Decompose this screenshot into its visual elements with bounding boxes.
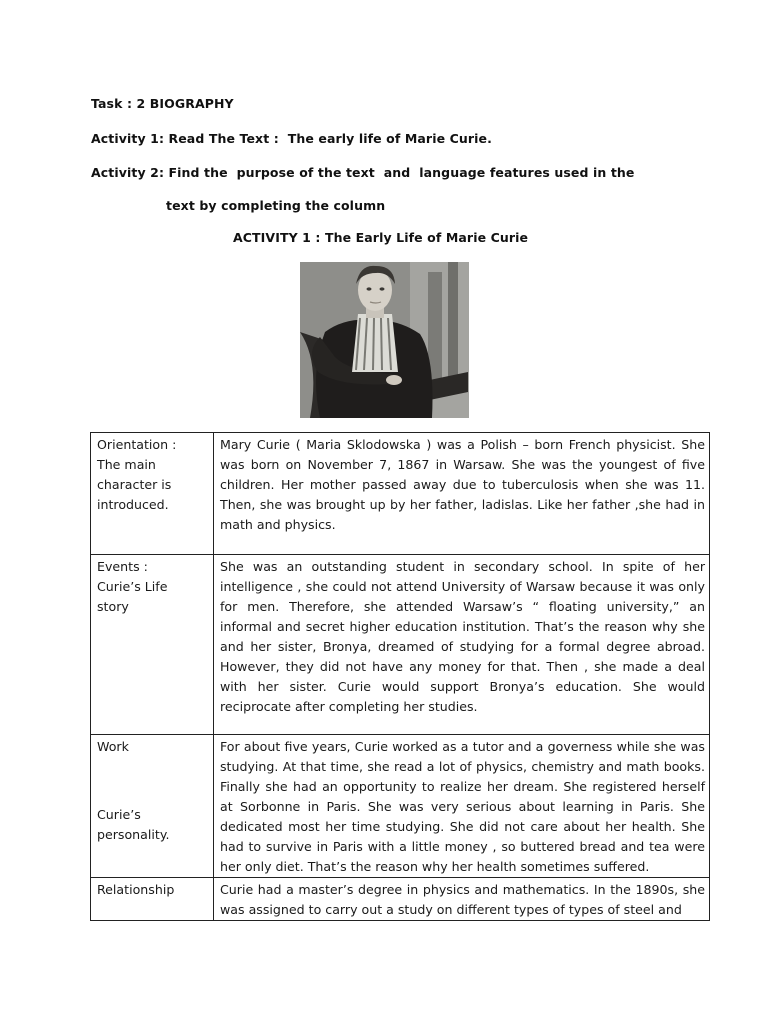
table-row	[91, 735, 710, 878]
row-label-relationship: Relationship	[91, 878, 214, 921]
table-row	[91, 433, 710, 555]
biography-table	[90, 432, 710, 921]
row-label-events: Events : Curie’s Life story	[91, 555, 214, 735]
activity-1-instruction: Activity 1: Read The Text : The early life of Marie Curie.	[91, 131, 492, 146]
row-text-work: For about five years, Curie worked as a tutor and a governess while she was studying. At that time, she read a lot of physics, chemistry and math books. Finally she had an opportunity to realize her dream. She registered herself at Sorbonne in Paris. She was very serious about learning in Paris. She dedicated most her time studying. She did not care about her health. She had to survive in Paris with a little money , so buttered bread and tea were her only diet. That’s the reason why her health sometimes suffered.	[214, 735, 710, 878]
marie-curie-photo	[300, 262, 469, 418]
row-label-work: Work Curie’s personality.	[91, 735, 214, 878]
row-label-orientation: Orientation : The main character is introduced.	[91, 433, 214, 555]
row-text-events: She was an outstanding student in secondary school. In spite of her intelligence , she could not attend University of Warsaw because it was only for men. Therefore, she attended Warsaw’s “ floating university,” an informal and secret higher education institution. That’s the reason why she and her sister, Bronya, dreamed of studying for a formal degree abroad. However, they did not have any money for that. Then , she made a deal with her sister. Curie would support Bronya’s education. She would reciprocate after completing her studies.	[214, 555, 710, 735]
section-title: ACTIVITY 1 : The Early Life of Marie Curie	[233, 230, 529, 245]
activity-2-instruction-line1: Activity 2: Find the purpose of the text and language features used in the	[91, 165, 635, 180]
table-row	[91, 555, 710, 735]
table-row	[91, 878, 710, 921]
activity-2-instruction-line2: text by completing the column	[166, 198, 386, 213]
row-text-orientation: Mary Curie ( Maria Sklodowska ) was a Polish – born French physicist. She was born on November 7, 1867 in Warsaw. She was the youngest of five children. Her mother passed away due to tuberculosis when she was 11. Then, she was brought up by her father, ladislas. Like her father ,she had in math and physics.	[214, 433, 710, 555]
row-text-relationship: Curie had a master’s degree in physics and mathematics. In the 1890s, she was assigned to carry out a study on different types of types of steel and	[214, 878, 710, 921]
task-heading: Task : 2 BIOGRAPHY	[91, 96, 234, 111]
portrait-illustration	[300, 262, 469, 418]
